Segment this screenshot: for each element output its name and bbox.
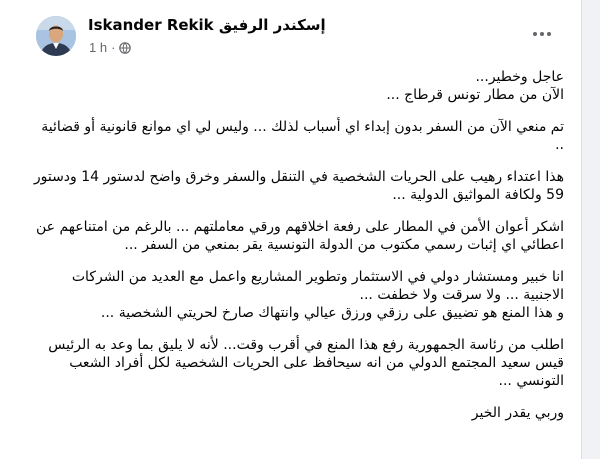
post-meta [89, 40, 131, 55]
post-paragraph: هذا اعتداء رهيب على الحريات الشخصية في التنقل والسفر وخرق واضح لدستور 14 ودستور 59 ولكافة المواثيق الدولية ... [33, 169, 564, 203]
author-name[interactable]: Iskander Rekik إسكندر الرفيق [88, 16, 326, 34]
post-paragraph: عاجل وخطير... الآن من مطار تونس قرطاج ... [386, 69, 564, 103]
post-paragraph: اشكر أعوان الأمن في المطار على رفعة اخلاقهم ورقي معاملتهم ... بالرغم من امتناعهم عن اعطائي اي إثبات رسمي مكتوب من الدولة التونسية يقر بمنعي من السفر ... [36, 219, 564, 253]
more-options-icon[interactable] [530, 24, 554, 44]
author-photo [36, 16, 76, 56]
post-paragraph: و هذا المنع هو تضييق على رزقي ورزق عيالي وانتهاك صارخ لحريتي الشخصية ... [100, 305, 564, 321]
post-paragraph: انا خبير ومستشار دولي في الاستثمار وتطوير المشاريع واعمل مع العديد من الشركات الاجنبية ... ولا سرقت ولا خطفت ... [71, 269, 564, 303]
post-paragraph: اطلب من رئاسة الجمهورية رفع هذا المنع في أقرب وقت... لأنه لا يليق بما وعد به الرئيس قيس سعيد المجتمع الدولي من انه سيحافظ على الحريات الشخصية لكل أفراد الشعب التونسي ... [48, 337, 564, 389]
post-body [30, 68, 564, 436]
globe-icon [119, 42, 131, 54]
author-avatar[interactable] [36, 16, 76, 56]
post-paragraph: وربي يقدر الخير [471, 405, 564, 421]
meta-separator: · [111, 40, 116, 55]
post-paragraph: تم منعي الآن من السفر بدون إبداء اي أسباب لذلك ... وليس لي اي موانع قانونية أو قضائية .. [41, 119, 564, 153]
post-timestamp[interactable]: 1 h [89, 40, 108, 55]
